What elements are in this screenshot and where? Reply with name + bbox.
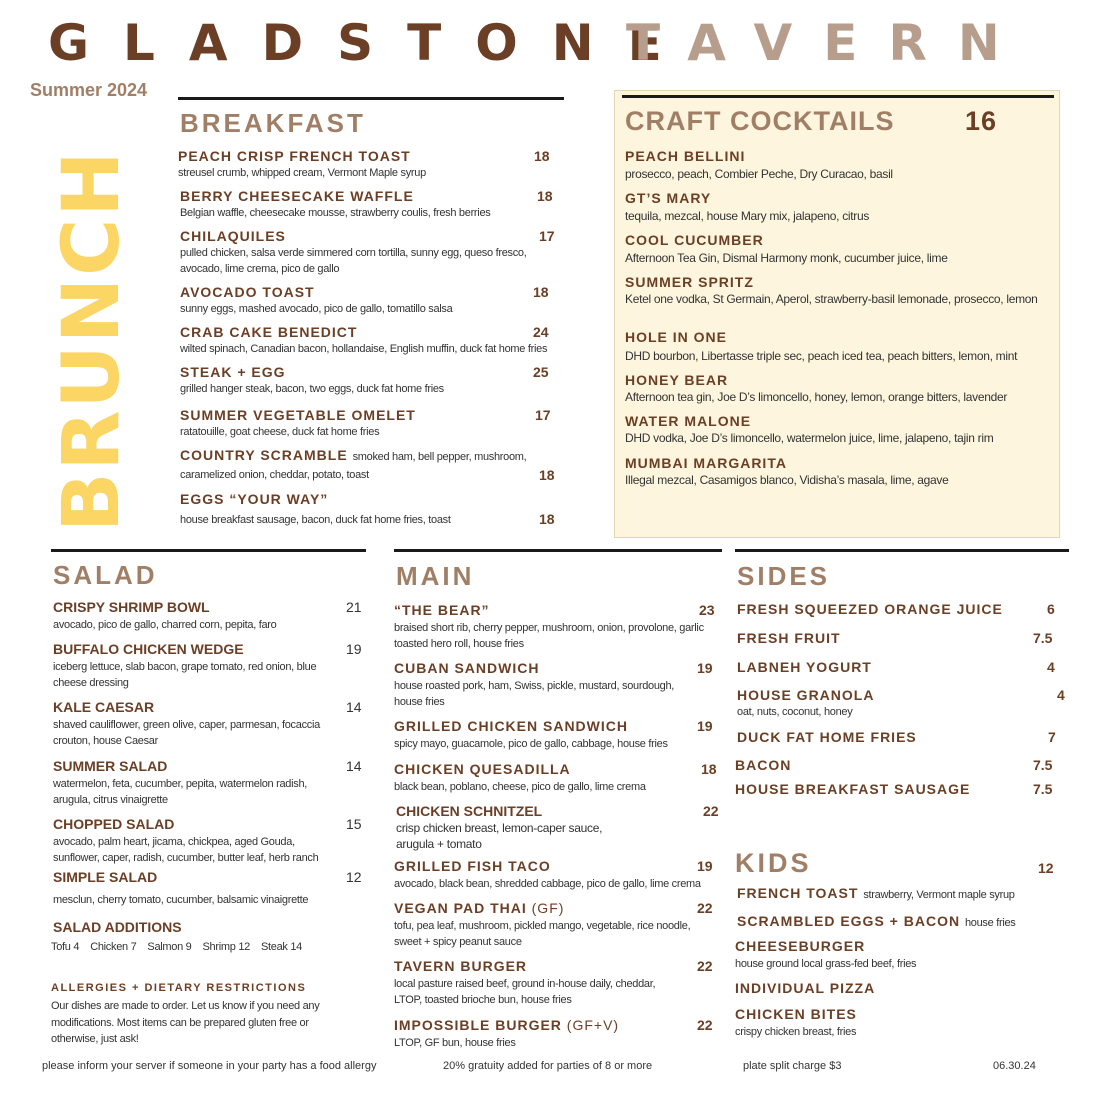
cocktail-name: COOL CUCUMBER <box>625 232 764 248</box>
cocktail-name: HOLE IN ONE <box>625 329 728 345</box>
main-item-price: 22 <box>697 1017 713 1033</box>
cocktail-desc: prosecco, peach, Combier Peche, Dry Curacao, basil <box>625 167 893 181</box>
main-item-desc: crisp chicken breast, lemon-caper sauce, arugula + tomato <box>396 821 603 851</box>
side-item-name: HOUSE GRANOLA <box>737 687 875 703</box>
main-item-price: 22 <box>697 900 713 916</box>
cocktail-name: HONEY BEAR <box>625 372 729 388</box>
kids-item-desc: crispy chicken breast, fries <box>735 1026 857 1038</box>
side-item-price: 7.5 <box>1033 781 1053 797</box>
side-item-name: FRESH SQUEEZED ORANGE JUICE <box>737 601 1003 617</box>
main-item-name: “THE BEAR” <box>394 602 490 618</box>
breakfast-item-price: 25 <box>533 364 549 380</box>
kids-price: 12 <box>1038 860 1054 876</box>
allergy-title: ALLERGIES + DIETARY RESTRICTIONS <box>51 982 307 994</box>
vertical-title <box>47 112 137 532</box>
main-item-desc: LTOP, GF bun, house fries <box>394 1037 516 1049</box>
main-item-price: 18 <box>701 761 717 777</box>
side-item-price: 4 <box>1057 687 1065 703</box>
side-item-name: BACON <box>735 757 792 773</box>
allergy-text: Our dishes are made to order. Let us know if you need any modifications. Most items can be prepared gluten free or otherwise, just ask! <box>51 1000 320 1045</box>
main-item-price: 22 <box>697 958 713 974</box>
side-item-desc: oat, nuts, coconut, honey <box>737 706 853 718</box>
brand-word-gladstone: GLADSTONE <box>48 14 696 72</box>
main-item-desc: tofu, pea leaf, mushroom, pickled mango, vegetable, rice noodle, sweet + spicy peanut sauce <box>394 920 691 948</box>
breakfast-item-desc: grilled hanger steak, bacon, two eggs, duck fat home fries <box>180 383 444 395</box>
cocktails-title: CRAFT COCKTAILS <box>625 106 895 136</box>
main-item-tag: (GF+V) <box>566 1017 620 1033</box>
salad-rule <box>51 549 366 552</box>
salad-item-name: BUFFALO CHICKEN WEDGE <box>53 641 244 657</box>
salad-title: SALAD <box>53 560 158 590</box>
salad-item-price: 15 <box>346 816 362 832</box>
salad-item-name: CHOPPED SALAD <box>53 816 175 832</box>
breakfast-item-price: 18 <box>539 467 555 483</box>
breakfast-item-price: 18 <box>539 511 555 527</box>
sides-title: SIDES <box>737 561 831 591</box>
salad-item-name: SIMPLE SALAD <box>53 869 158 885</box>
main-item-price: 23 <box>699 602 715 618</box>
breakfast-item-price: 18 <box>534 148 550 164</box>
salad-item-desc: avocado, pico de gallo, charred corn, pepita, faro <box>53 619 277 631</box>
breakfast-item-desc: pulled chicken, salsa verde simmered corn tortilla, sunny egg, queso fresco, avocado, lime crema, pico de gallo <box>180 247 527 275</box>
breakfast-item-desc: wilted spinach, Canadian bacon, hollandaise, English muffin, duck fat home fries <box>180 343 548 355</box>
salad-item-name: KALE CAESAR <box>53 699 155 715</box>
footer-split-charge: plate split charge $3 <box>743 1060 842 1072</box>
kids-item-inline-desc: house fries <box>964 917 1016 929</box>
footer-allergy-note: please inform your server if someone in your party has a food allergy <box>42 1060 377 1072</box>
salad-item-desc: avocado, palm heart, jicama, chickpea, aged Gouda, sunflower, caper, radish, cucumber, butter leaf, herb ranch <box>53 836 319 864</box>
salad-item-price: 19 <box>346 641 362 657</box>
main-item-name: CUBAN SANDWICH <box>394 660 540 676</box>
breakfast-item-price: 17 <box>539 228 555 244</box>
main-item-price: 19 <box>697 718 713 734</box>
salad-item-name: CRISPY SHRIMP BOWL <box>53 599 210 615</box>
kids-item-name-text: FRENCH TOAST <box>737 885 859 901</box>
main-item-desc: black bean, poblano, cheese, pico de gallo, lime crema <box>394 781 646 793</box>
cocktails-price: 16 <box>965 106 998 136</box>
cocktail-desc: Afternoon Tea Gin, Dismal Harmony monk, cucumber juice, lime <box>625 251 948 265</box>
kids-item-name <box>737 913 1015 929</box>
side-item-price: 7.5 <box>1033 630 1053 646</box>
main-rule <box>394 549 722 552</box>
breakfast-item-name: STEAK + EGG <box>180 364 286 380</box>
breakfast-item-price: 18 <box>533 284 549 300</box>
side-item-price: 7.5 <box>1033 757 1053 773</box>
salad-additions-title: SALAD ADDITIONS <box>53 919 182 935</box>
vertical-title-text: BRUNCH <box>47 149 137 532</box>
main-item-tag: (GF) <box>531 900 565 916</box>
kids-item-name <box>737 885 1015 901</box>
sides-rule <box>735 549 1069 552</box>
breakfast-item-desc: caramelized onion, cheddar, potato, toast <box>180 469 369 481</box>
cocktail-desc: tequila, mezcal, house Mary mix, jalapeno, citrus <box>625 209 870 223</box>
brand-title <box>0 14 1100 78</box>
breakfast-item-name: CHILAQUILES <box>180 228 286 244</box>
main-item-name-text: IMPOSSIBLE BURGER <box>394 1017 562 1033</box>
salad-item-price: 21 <box>346 599 362 615</box>
main-item-desc: braised short rib, cherry pepper, mushroom, onion, provolone, garlic toasted hero roll, house fries <box>394 622 704 650</box>
cocktail-desc: DHD bourbon, Libertasse triple sec, peach iced tea, peach bitters, lemon, mint <box>625 349 1018 363</box>
cocktail-name: GT’S MARY <box>625 190 712 206</box>
breakfast-item-name <box>180 447 526 463</box>
main-title: MAIN <box>396 561 475 591</box>
side-item-name: DUCK FAT HOME FRIES <box>737 729 917 745</box>
main-item-name <box>394 1017 619 1033</box>
salad-additions-list: Tofu 4 Chicken 7 Salmon 9 Shrimp 12 Steak 14 <box>51 941 303 953</box>
kids-item-inline-desc: strawberry, Vermont maple syrup <box>863 889 1015 901</box>
breakfast-item-desc: streusel crumb, whipped cream, Vermont Maple syrup <box>178 167 426 179</box>
main-item-desc: local pasture raised beef, ground in-house daily, cheddar, LTOP, toasted brioche bun, house fries <box>394 978 656 1006</box>
cocktail-desc: Ketel one vodka, St Germain, Aperol, strawberry-basil lemonade, prosecco, lemon <box>625 292 1038 306</box>
breakfast-title: BREAKFAST <box>180 108 366 138</box>
main-item-price: 19 <box>697 660 713 676</box>
breakfast-item-inline-desc: smoked ham, bell pepper, mushroom, <box>352 451 527 463</box>
main-item-desc: spicy mayo, guacamole, pico de gallo, cabbage, house fries <box>394 738 668 750</box>
breakfast-item-price: 18 <box>537 188 553 204</box>
kids-item-name: CHEESEBURGER <box>735 938 866 954</box>
brand-word-tavern: TAVERN <box>626 14 1031 72</box>
side-item-name: FRESH FRUIT <box>737 630 841 646</box>
side-item-price: 4 <box>1047 659 1055 675</box>
breakfast-item-desc: house breakfast sausage, bacon, duck fat home fries, toast <box>180 514 451 526</box>
cocktail-desc: Illegal mezcal, Casamigos blanco, Vidisha’s masala, lime, agave <box>625 473 949 487</box>
kids-item-name-text: SCRAMBLED EGGS + BACON <box>737 913 961 929</box>
breakfast-rule <box>178 97 564 100</box>
cocktail-desc: Afternoon tea gin, Joe D’s limoncello, honey, lemon, orange bitters, lavender <box>625 390 1008 404</box>
breakfast-item-desc: ratatouille, goat cheese, duck fat home fries <box>180 426 380 438</box>
side-item-price: 6 <box>1047 601 1055 617</box>
kids-title: KIDS <box>735 848 812 878</box>
main-item-name: CHICKEN SCHNITZEL <box>396 803 543 819</box>
kids-item-desc: house ground local grass-fed beef, fries <box>735 958 917 970</box>
breakfast-item-name: AVOCADO TOAST <box>180 284 315 300</box>
footer-date: 06.30.24 <box>993 1060 1036 1072</box>
breakfast-item-desc: Belgian waffle, cheesecake mousse, strawberry coulis, fresh berries <box>180 207 491 219</box>
breakfast-item-name: CRAB CAKE BENEDICT <box>180 324 358 340</box>
main-item-name: CHICKEN QUESADILLA <box>394 761 571 777</box>
salad-item-desc: watermelon, feta, cucumber, pepita, watermelon radish, arugula, citrus vinaigrette <box>53 778 308 806</box>
breakfast-item-name: BERRY CHEESECAKE WAFFLE <box>180 188 414 204</box>
main-item-name: TAVERN BURGER <box>394 958 528 974</box>
main-item-name <box>394 900 564 916</box>
cocktails-rule <box>622 95 1054 98</box>
side-item-price: 7 <box>1048 729 1056 745</box>
breakfast-item-name: EGGS “YOUR WAY” <box>180 491 329 507</box>
breakfast-item-price: 24 <box>533 324 549 340</box>
cocktail-name: PEACH BELLINI <box>625 148 746 164</box>
breakfast-item-name-text: COUNTRY SCRAMBLE <box>180 447 348 463</box>
breakfast-item-desc: sunny eggs, mashed avocado, pico de gallo, tomatillo salsa <box>180 303 453 315</box>
breakfast-item-price: 17 <box>535 407 551 423</box>
breakfast-item-name: SUMMER VEGETABLE OMELET <box>180 407 416 423</box>
main-item-price: 19 <box>697 858 713 874</box>
main-item-price: 22 <box>703 803 719 819</box>
salad-item-price: 14 <box>346 699 362 715</box>
cocktail-desc: DHD vodka, Joe D’s limoncello, watermelon juice, lime, jalapeno, tajin rim <box>625 431 994 445</box>
kids-item-name: INDIVIDUAL PIZZA <box>735 980 876 996</box>
cocktail-name: WATER MALONE <box>625 413 752 429</box>
side-item-name: LABNEH YOGURT <box>737 659 872 675</box>
season-label: Summer 2024 <box>30 80 148 100</box>
main-item-desc: avocado, black bean, shredded cabbage, pico de gallo, lime crema <box>394 878 701 890</box>
cocktail-name: SUMMER SPRITZ <box>625 274 754 290</box>
main-item-desc: house roasted pork, ham, Swiss, pickle, mustard, sourdough, house fries <box>394 680 675 708</box>
main-item-name-text: VEGAN PAD THAI <box>394 900 527 916</box>
breakfast-item-name: PEACH CRISP FRENCH TOAST <box>178 148 411 164</box>
side-item-name: HOUSE BREAKFAST SAUSAGE <box>735 781 971 797</box>
salad-item-desc: iceberg lettuce, slab bacon, grape tomato, red onion, blue cheese dressing <box>53 661 317 689</box>
salad-item-desc: mesclun, cherry tomato, cucumber, balsamic vinaigrette <box>53 894 309 906</box>
main-item-name: GRILLED FISH TACO <box>394 858 551 874</box>
kids-item-name: CHICKEN BITES <box>735 1006 857 1022</box>
footer-gratuity: 20% gratuity added for parties of 8 or more <box>443 1060 653 1072</box>
salad-item-desc: shaved cauliflower, green olive, caper, parmesan, focaccia crouton, house Caesar <box>53 719 320 747</box>
main-item-name: GRILLED CHICKEN SANDWICH <box>394 718 628 734</box>
cocktail-name: MUMBAI MARGARITA <box>625 455 787 471</box>
salad-item-name: SUMMER SALAD <box>53 758 168 774</box>
salad-item-price: 12 <box>346 869 362 885</box>
salad-item-price: 14 <box>346 758 362 774</box>
